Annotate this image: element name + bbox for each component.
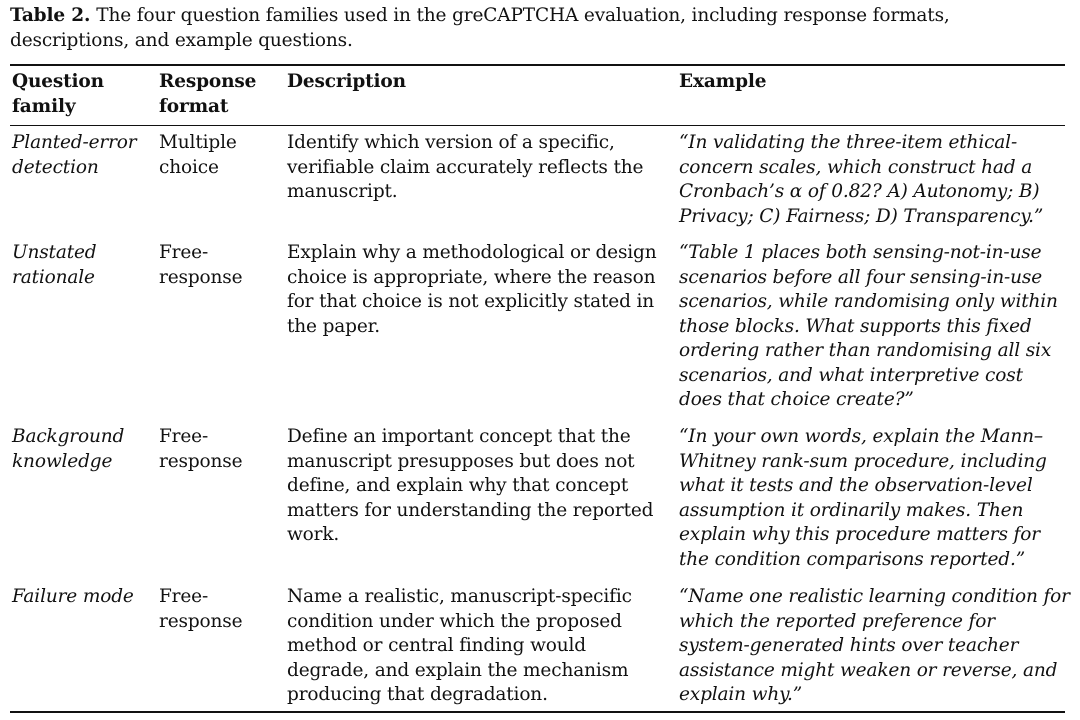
row-4-description: Name a realistic, manuscript-specific condition under which the proposed method or central finding would degrade, and explain the mechanism producing that degradation. <box>287 586 632 705</box>
header-response-format: Response format <box>159 71 257 117</box>
table-header-rule <box>10 125 1065 126</box>
row-4-format: Free-response <box>159 586 243 632</box>
table-bottom-rule <box>10 711 1065 713</box>
row-1-format: Multiple choice <box>159 132 237 178</box>
header-question-family: Question family <box>12 71 104 117</box>
row-2-example: “Table 1 places both sensing-not-in-use scenarios before all four sensing-in-use scenarios, while randomising only within those blocks. What supports this fixed ordering rather than randomising all six scenarios, and what interpretive cost does that choice create?” <box>679 242 1058 410</box>
row-1-description: Identify which version of a specific, verifiable claim accurately reflects the manuscript. <box>287 132 644 202</box>
row-2-format: Free-response <box>159 242 243 288</box>
row-4-example: “Name one realistic learning condition for which the reported preference for system-generated hints over teacher assistance might weaken or reverse, and explain why.” <box>679 586 1070 705</box>
row-2-family: Unstated rationale <box>12 242 97 288</box>
row-1-family: Planted-error detection <box>12 132 137 178</box>
row-1-example: “In validating the three-item ethical-concern scales, which construct had a Cronbach’s α of 0.82? A) Autonomy; B) Privacy; C) Fairness; D) Transparency.” <box>679 132 1044 227</box>
row-3-format: Free-response <box>159 426 243 472</box>
table-caption-text: The four question families used in the greCAPTCHA evaluation, including response formats, descriptions, and example questions. <box>10 5 950 51</box>
table-top-rule <box>10 64 1065 66</box>
row-3-description: Define an important concept that the manuscript presupposes but does not define, and explain why that concept matters for understanding the reported work. <box>287 426 654 545</box>
table-caption-label: Table 2. <box>10 5 91 26</box>
row-2-description: Explain why a methodological or design choice is appropriate, where the reason for that choice is not explicitly stated in the paper. <box>287 242 657 337</box>
header-description: Description <box>287 71 406 92</box>
row-3-example: “In your own words, explain the Mann–Whitney rank-sum procedure, including what it tests and the observation-level assumption it ordinarily makes. Then explain why this procedure matters for the condition comparisons reported.” <box>679 426 1047 570</box>
row-3-family: Background knowledge <box>12 426 125 472</box>
table-caption <box>10 3 1070 53</box>
header-example: Example <box>679 71 767 92</box>
row-4-family: Failure mode <box>12 586 134 607</box>
